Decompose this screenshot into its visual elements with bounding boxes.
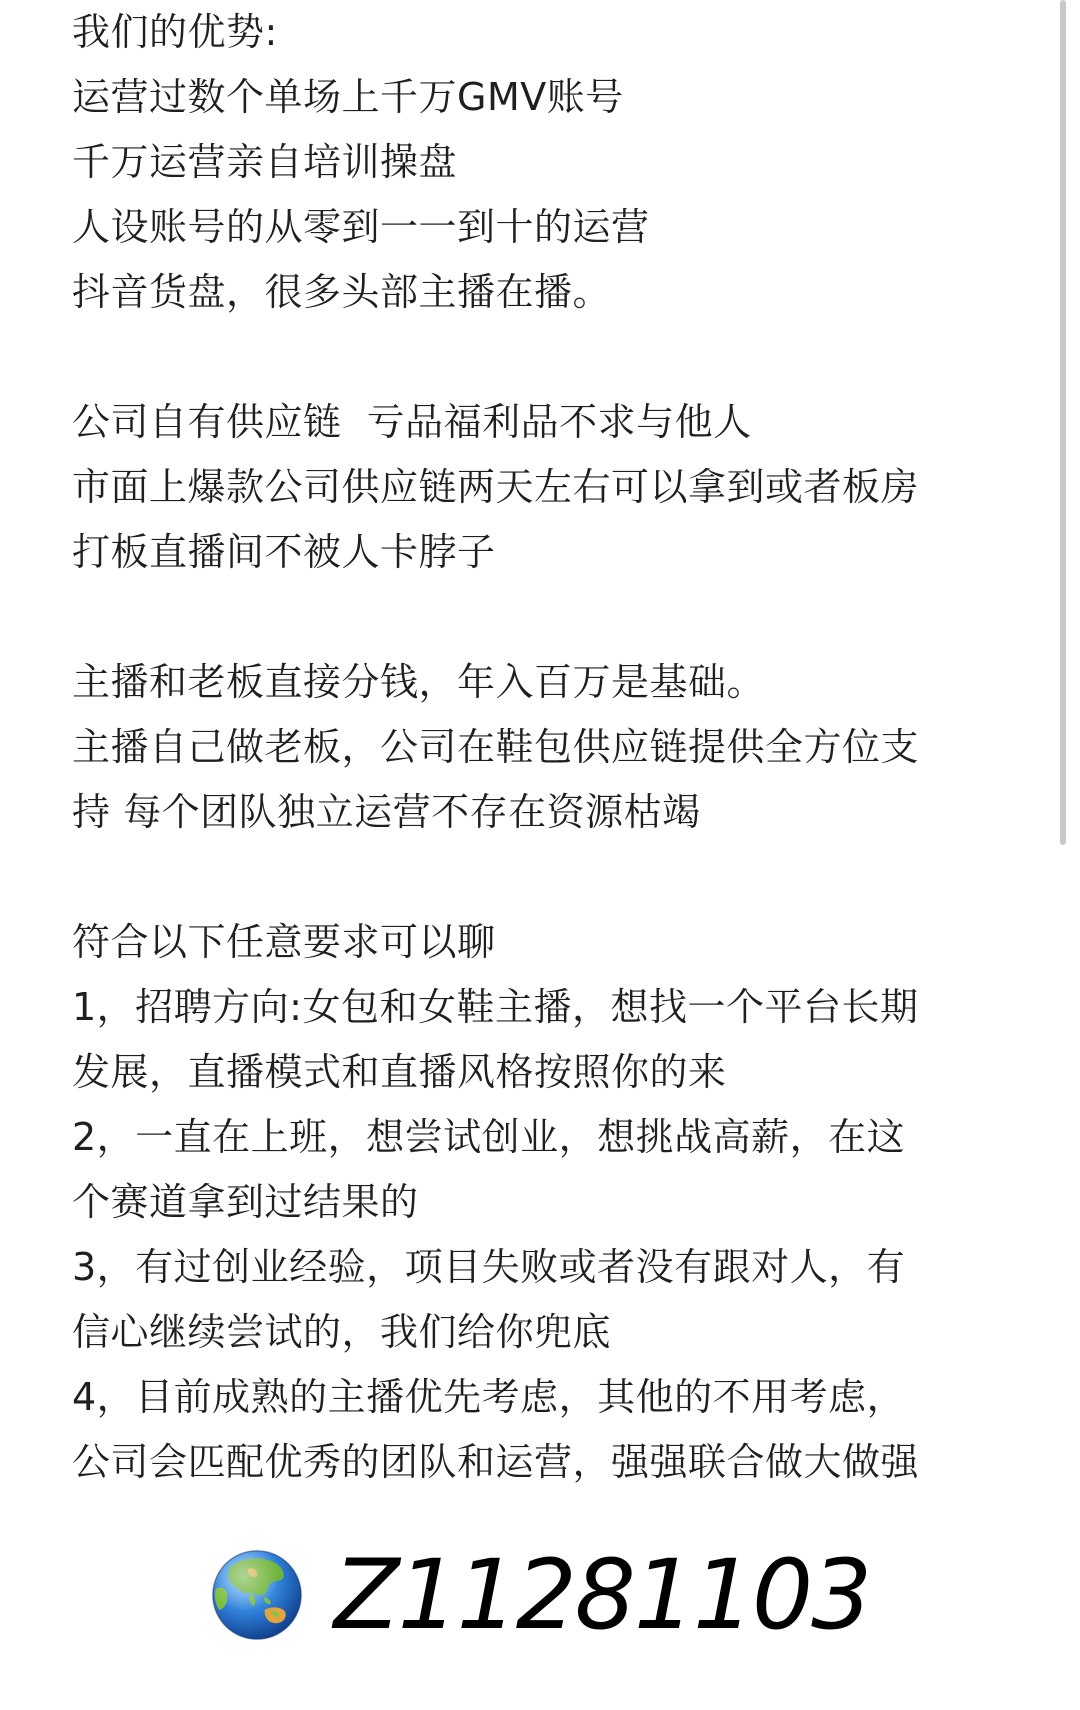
text-line: 千万运营亲自培训操盘 (72, 140, 458, 184)
text-line: 信心继续尝试的，我们给你兜底 (72, 1310, 612, 1354)
globe-asia-australia-icon (210, 1548, 304, 1642)
contact-id: Z11281103 (333, 1539, 871, 1651)
text-line: 个赛道拿到过结果的 (72, 1180, 419, 1224)
paragraph-spacer (72, 845, 1012, 910)
text-line: 公司会匹配优秀的团队和运营，强强联合做大做强 (72, 1440, 920, 1484)
text-line: 主播和老板直接分钱，年入百万是基础。 (72, 660, 766, 704)
text-line: 1，招聘方向:女包和女鞋主播，想找一个平台长期 (72, 985, 919, 1029)
text-line: 主播自己做老板，公司在鞋包供应链提供全方位支 (72, 725, 920, 769)
paragraph-spacer (72, 325, 1012, 390)
vertical-scrollbar[interactable] (1060, 0, 1066, 845)
note-body (72, 0, 1012, 1495)
text-line: 4，目前成熟的主播优先考虑，其他的不用考虑， (72, 1375, 906, 1419)
paragraph-spacer (72, 585, 1012, 650)
text-line: 公司自有供应链 亏品福利品不求与他人 (72, 400, 752, 444)
text-line: 人设账号的从零到一一到十的运营 (72, 205, 650, 249)
text-line: 运营过数个单场上千万GMV账号 (72, 75, 624, 119)
contact-footer (0, 1535, 1080, 1655)
text-line: 市面上爆款公司供应链两天左右可以拿到或者板房 (72, 465, 920, 509)
text-line: 抖音货盘，很多头部主播在播。 (72, 270, 612, 314)
text-line: 符合以下任意要求可以聊 (72, 920, 496, 964)
text-line: 持 每个团队独立运营不存在资源枯竭 (72, 790, 701, 834)
text-line: 打板直播间不被人卡脖子 (72, 530, 496, 574)
text-line: 发展，直播模式和直播风格按照你的来 (72, 1050, 727, 1094)
text-line: 3，有过创业经验，项目失败或者没有跟对人，有 (72, 1245, 906, 1289)
text-line: 我们的优势: (72, 10, 278, 54)
text-line: 2，一直在上班，想尝试创业，想挑战高薪，在这 (72, 1115, 906, 1159)
